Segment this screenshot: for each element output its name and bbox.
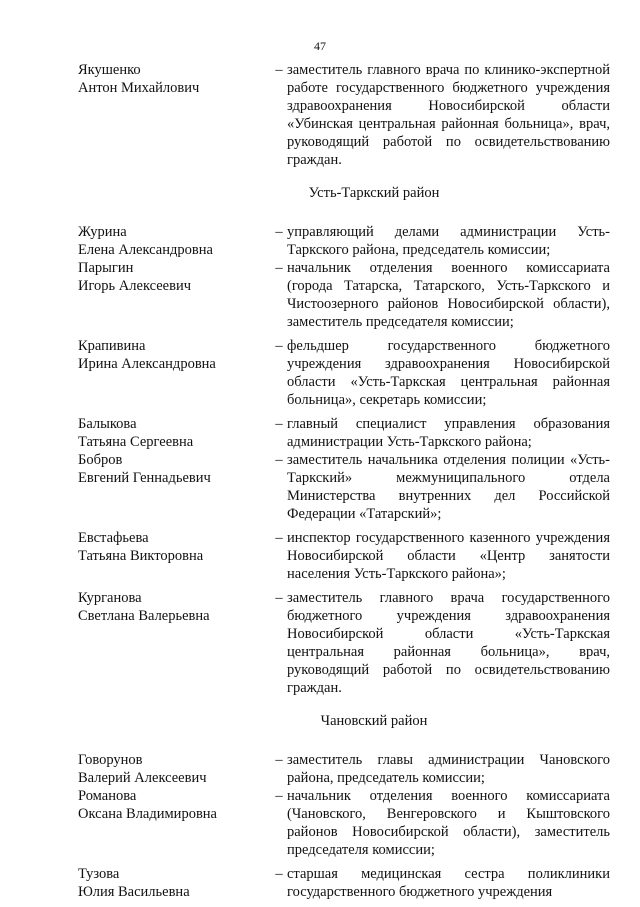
page-number: 47 <box>314 39 326 53</box>
member-name <box>78 751 273 787</box>
member-name <box>78 451 273 523</box>
member-given-name: Ирина Александровна <box>78 356 216 372</box>
member-role: начальник отделения военного комиссариата (Чановского, Венгеровского и Кыштовского районов Новосибирской области), заместитель председателя комиссии; <box>287 788 610 858</box>
member-given-name: Оксана Владимировна <box>78 806 217 822</box>
member-given-name: Валерий Алексеевич <box>78 770 207 786</box>
dash-separator: – <box>275 530 283 546</box>
dash-separator: – <box>275 260 283 276</box>
member-surname: Курганова <box>78 590 142 606</box>
dash-separator: – <box>275 452 283 468</box>
member-name <box>78 787 273 859</box>
member-role: старшая медицинская сестра поликлиники государственного бюджетного учреждения <box>287 866 610 900</box>
commission-member <box>78 589 610 697</box>
member-role: заместитель начальника отделения полиции «Усть-Таркский» межмуниципального отдела Министерства внутренних дел Российской Федерации «Татарский»; <box>287 452 610 522</box>
member-given-name: Юлия Васильевна <box>78 884 190 900</box>
member-role: заместитель главы администрации Чановского района, председатель комиссии; <box>287 752 610 786</box>
dash-separator: – <box>275 338 283 354</box>
member-role: заместитель главного врача государственного бюджетного учреждения здравоохранения Новосибирской области «Усть-Таркская центральная районная больница», врач, руководящий работой по освидетельствованию граждан. <box>287 590 610 696</box>
member-given-name: Светлана Валерьевна <box>78 608 210 624</box>
member-name <box>78 61 273 169</box>
document-body <box>78 61 610 907</box>
section-title: Усть-Таркский район <box>308 185 440 201</box>
member-given-name: Евгений Геннадьевич <box>78 470 211 486</box>
member-given-name: Антон Михайлович <box>78 80 200 96</box>
member-surname: Бобров <box>78 452 123 468</box>
dash-separator: – <box>275 590 283 606</box>
member-given-name: Татьяна Викторовна <box>78 548 204 564</box>
member-surname: Крапивина <box>78 338 146 354</box>
member-given-name: Елена Александровна <box>78 242 213 258</box>
member-surname: Романова <box>78 788 137 804</box>
commission-member <box>78 223 610 259</box>
member-name <box>78 337 273 409</box>
dash-separator: – <box>275 416 283 432</box>
dash-separator: – <box>275 788 283 804</box>
dash-separator: – <box>275 752 283 768</box>
commission-member <box>78 787 610 859</box>
member-given-name: Игорь Алексеевич <box>78 278 192 294</box>
member-role: управляющий делами администрации Усть-Таркского района, председатель комиссии; <box>287 224 610 258</box>
member-surname: Говорунов <box>78 752 143 768</box>
commission-member <box>78 259 610 331</box>
member-name <box>78 259 273 331</box>
member-surname: Балыкова <box>78 416 137 432</box>
commission-member <box>78 415 610 451</box>
member-given-name: Татьяна Сергеевна <box>78 434 194 450</box>
dash-separator: – <box>275 62 283 78</box>
member-role: фельдшер государственного бюджетного учреждения здравоохранения Новосибирской области «Усть-Таркская центральная районная больница», секретарь комиссии; <box>287 338 610 408</box>
member-surname: Евстафьева <box>78 530 149 546</box>
commission-member <box>78 865 610 901</box>
commission-member <box>78 61 610 169</box>
member-name <box>78 223 273 259</box>
member-role: главный специалист управления образования администрации Усть-Таркского района; <box>287 416 610 450</box>
commission-member <box>78 337 610 409</box>
member-role: инспектор государственного казенного учреждения Новосибирской области «Центр занятости населения Усть-Таркского района»; <box>287 530 610 582</box>
member-name <box>78 865 273 901</box>
commission-member <box>78 529 610 583</box>
dash-separator: – <box>275 866 283 882</box>
member-role: заместитель главного врача по клинико-экспертной работе государственного бюджетного учреждения здравоохранения Новосибирской области «Убинская центральная районная больница», врач, руководящий работой по освидетельствованию граждан. <box>287 62 610 168</box>
member-surname: Якушенко <box>78 62 141 78</box>
commission-member <box>78 751 610 787</box>
dash-separator: – <box>275 224 283 240</box>
section-title: Чановский район <box>320 713 428 729</box>
commission-member <box>78 451 610 523</box>
member-surname: Журина <box>78 224 127 240</box>
member-surname: Парыгин <box>78 260 134 276</box>
member-name <box>78 415 273 451</box>
member-name <box>78 589 273 697</box>
member-surname: Тузова <box>78 866 120 882</box>
member-role: начальник отделения военного комиссариата (города Татарска, Татарского, Усть-Таркского и Чистоозерного районов Новосибирской области), заместитель председателя комиссии; <box>287 260 610 330</box>
member-name <box>78 529 273 583</box>
